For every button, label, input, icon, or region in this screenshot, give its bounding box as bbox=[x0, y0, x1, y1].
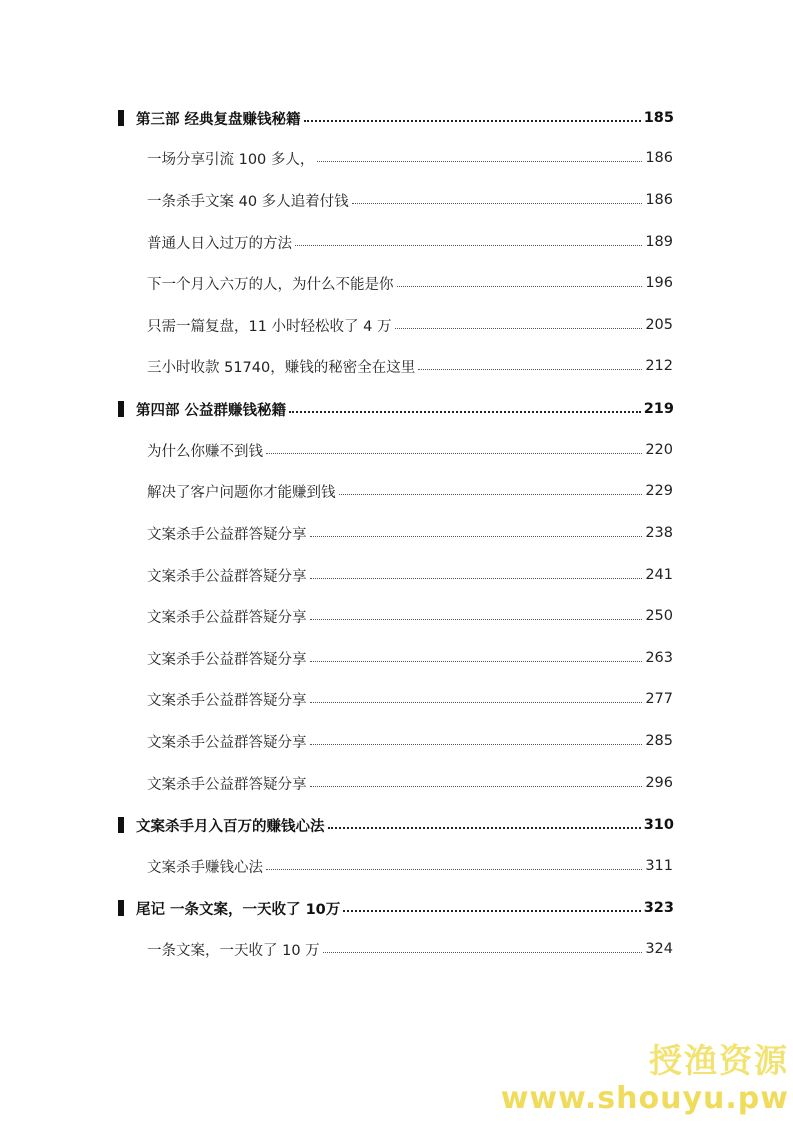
toc-entry[interactable] bbox=[147, 186, 673, 214]
toc-label: 第四部 公益群赚钱秘籍 bbox=[136, 402, 287, 419]
dot-leader bbox=[310, 578, 643, 579]
dot-leader bbox=[352, 203, 643, 204]
toc-entry[interactable] bbox=[147, 644, 673, 672]
section-marker bbox=[118, 401, 124, 417]
toc-part[interactable] bbox=[118, 894, 674, 922]
toc-label: 三小时收款 51740，赚钱的秘密全在这里 bbox=[147, 359, 416, 376]
dot-leader bbox=[328, 827, 641, 829]
toc-entry[interactable] bbox=[147, 477, 673, 505]
toc-label: 尾记 一条文案，一天收了 10万 bbox=[136, 901, 341, 918]
section-marker bbox=[118, 110, 124, 126]
toc-label: 文案杀手公益群答疑分享 bbox=[147, 692, 307, 709]
toc-label: 一条文案，一天收了 10 万 bbox=[147, 942, 320, 959]
toc-label: 文案杀手月入百万的赚钱心法 bbox=[136, 818, 325, 835]
toc-label: 一场分享引流 100 多人， bbox=[147, 151, 315, 168]
toc-page-number: 263 bbox=[645, 650, 673, 666]
toc-entry[interactable] bbox=[147, 311, 673, 339]
toc-page-number: 323 bbox=[643, 900, 674, 916]
watermark-text: 授渔资源 bbox=[649, 1041, 789, 1080]
toc-page-number: 296 bbox=[645, 775, 673, 791]
dot-leader bbox=[310, 702, 643, 703]
toc-part[interactable] bbox=[118, 395, 674, 423]
dot-leader bbox=[317, 161, 642, 162]
toc-page-number: 241 bbox=[645, 567, 673, 583]
dot-leader bbox=[310, 786, 643, 787]
toc-label: 文案杀手公益群答疑分享 bbox=[147, 651, 307, 668]
dot-leader bbox=[289, 411, 641, 413]
dot-leader bbox=[323, 952, 643, 953]
dot-leader bbox=[304, 120, 641, 122]
dot-leader bbox=[310, 661, 643, 662]
dot-leader bbox=[339, 494, 643, 495]
watermark-url: www.shouyu.pw bbox=[500, 1081, 789, 1116]
toc-page-number: 205 bbox=[645, 317, 673, 333]
toc-page-number: 311 bbox=[645, 858, 673, 874]
dot-leader bbox=[343, 910, 640, 912]
toc-entry[interactable] bbox=[147, 602, 673, 630]
toc-entry[interactable] bbox=[147, 935, 673, 963]
toc-label: 文案杀手公益群答疑分享 bbox=[147, 526, 307, 543]
toc-page-number: 285 bbox=[645, 733, 673, 749]
toc-page-number: 229 bbox=[645, 483, 673, 499]
dot-leader bbox=[418, 369, 642, 370]
toc-label: 下一个月入六万的人，为什么不能是你 bbox=[147, 276, 394, 293]
toc-entry[interactable] bbox=[147, 685, 673, 713]
toc-entry[interactable] bbox=[147, 269, 673, 297]
toc-entry[interactable] bbox=[147, 561, 673, 589]
dot-leader bbox=[295, 245, 642, 246]
dot-leader bbox=[310, 536, 643, 537]
toc-page-number: 220 bbox=[645, 442, 673, 458]
toc-label: 为什么你赚不到钱 bbox=[147, 443, 263, 460]
toc-page-number: 324 bbox=[645, 941, 673, 957]
dot-leader bbox=[266, 869, 642, 870]
toc-page-number: 310 bbox=[643, 817, 674, 833]
dot-leader bbox=[310, 744, 643, 745]
section-marker bbox=[118, 817, 124, 833]
toc-entry[interactable] bbox=[147, 228, 673, 256]
toc-page-number: 212 bbox=[645, 358, 673, 374]
toc-page-number: 238 bbox=[645, 525, 673, 541]
toc-page-number: 185 bbox=[643, 110, 674, 126]
section-marker bbox=[118, 900, 124, 916]
toc-page-number: 186 bbox=[645, 150, 673, 166]
dot-leader bbox=[395, 328, 643, 329]
dot-leader bbox=[397, 286, 643, 287]
toc-entry[interactable] bbox=[147, 352, 673, 380]
toc-page-number: 277 bbox=[645, 691, 673, 707]
toc-label: 普通人日入过万的方法 bbox=[147, 235, 292, 252]
toc-entry[interactable] bbox=[147, 144, 673, 172]
toc-entry[interactable] bbox=[147, 436, 673, 464]
toc-label: 文案杀手公益群答疑分享 bbox=[147, 609, 307, 626]
toc-entry[interactable] bbox=[147, 852, 673, 880]
toc-label: 一条杀手文案 40 多人追着付钱 bbox=[147, 193, 349, 210]
toc-page-number: 219 bbox=[643, 401, 674, 417]
toc-entry[interactable] bbox=[147, 769, 673, 797]
toc-label: 第三部 经典复盘赚钱秘籍 bbox=[136, 111, 301, 128]
toc-part[interactable] bbox=[118, 104, 674, 132]
toc-page-number: 189 bbox=[645, 234, 673, 250]
toc-label: 文案杀手公益群答疑分享 bbox=[147, 776, 307, 793]
toc-entry[interactable] bbox=[147, 519, 673, 547]
toc-part[interactable] bbox=[118, 811, 674, 839]
toc-label: 只需一篇复盘，11 小时轻松收了 4 万 bbox=[147, 318, 392, 335]
toc-page-number: 186 bbox=[645, 192, 673, 208]
watermark bbox=[493, 1033, 793, 1123]
toc-entry[interactable] bbox=[147, 727, 673, 755]
toc-page-number: 250 bbox=[645, 608, 673, 624]
dot-leader bbox=[310, 619, 643, 620]
toc-label: 文案杀手公益群答疑分享 bbox=[147, 568, 307, 585]
toc-label: 文案杀手公益群答疑分享 bbox=[147, 734, 307, 751]
toc-page-number: 196 bbox=[645, 275, 673, 291]
toc-label: 解决了客户问题你才能赚到钱 bbox=[147, 484, 336, 501]
dot-leader bbox=[266, 453, 642, 454]
toc-label: 文案杀手赚钱心法 bbox=[147, 859, 263, 876]
